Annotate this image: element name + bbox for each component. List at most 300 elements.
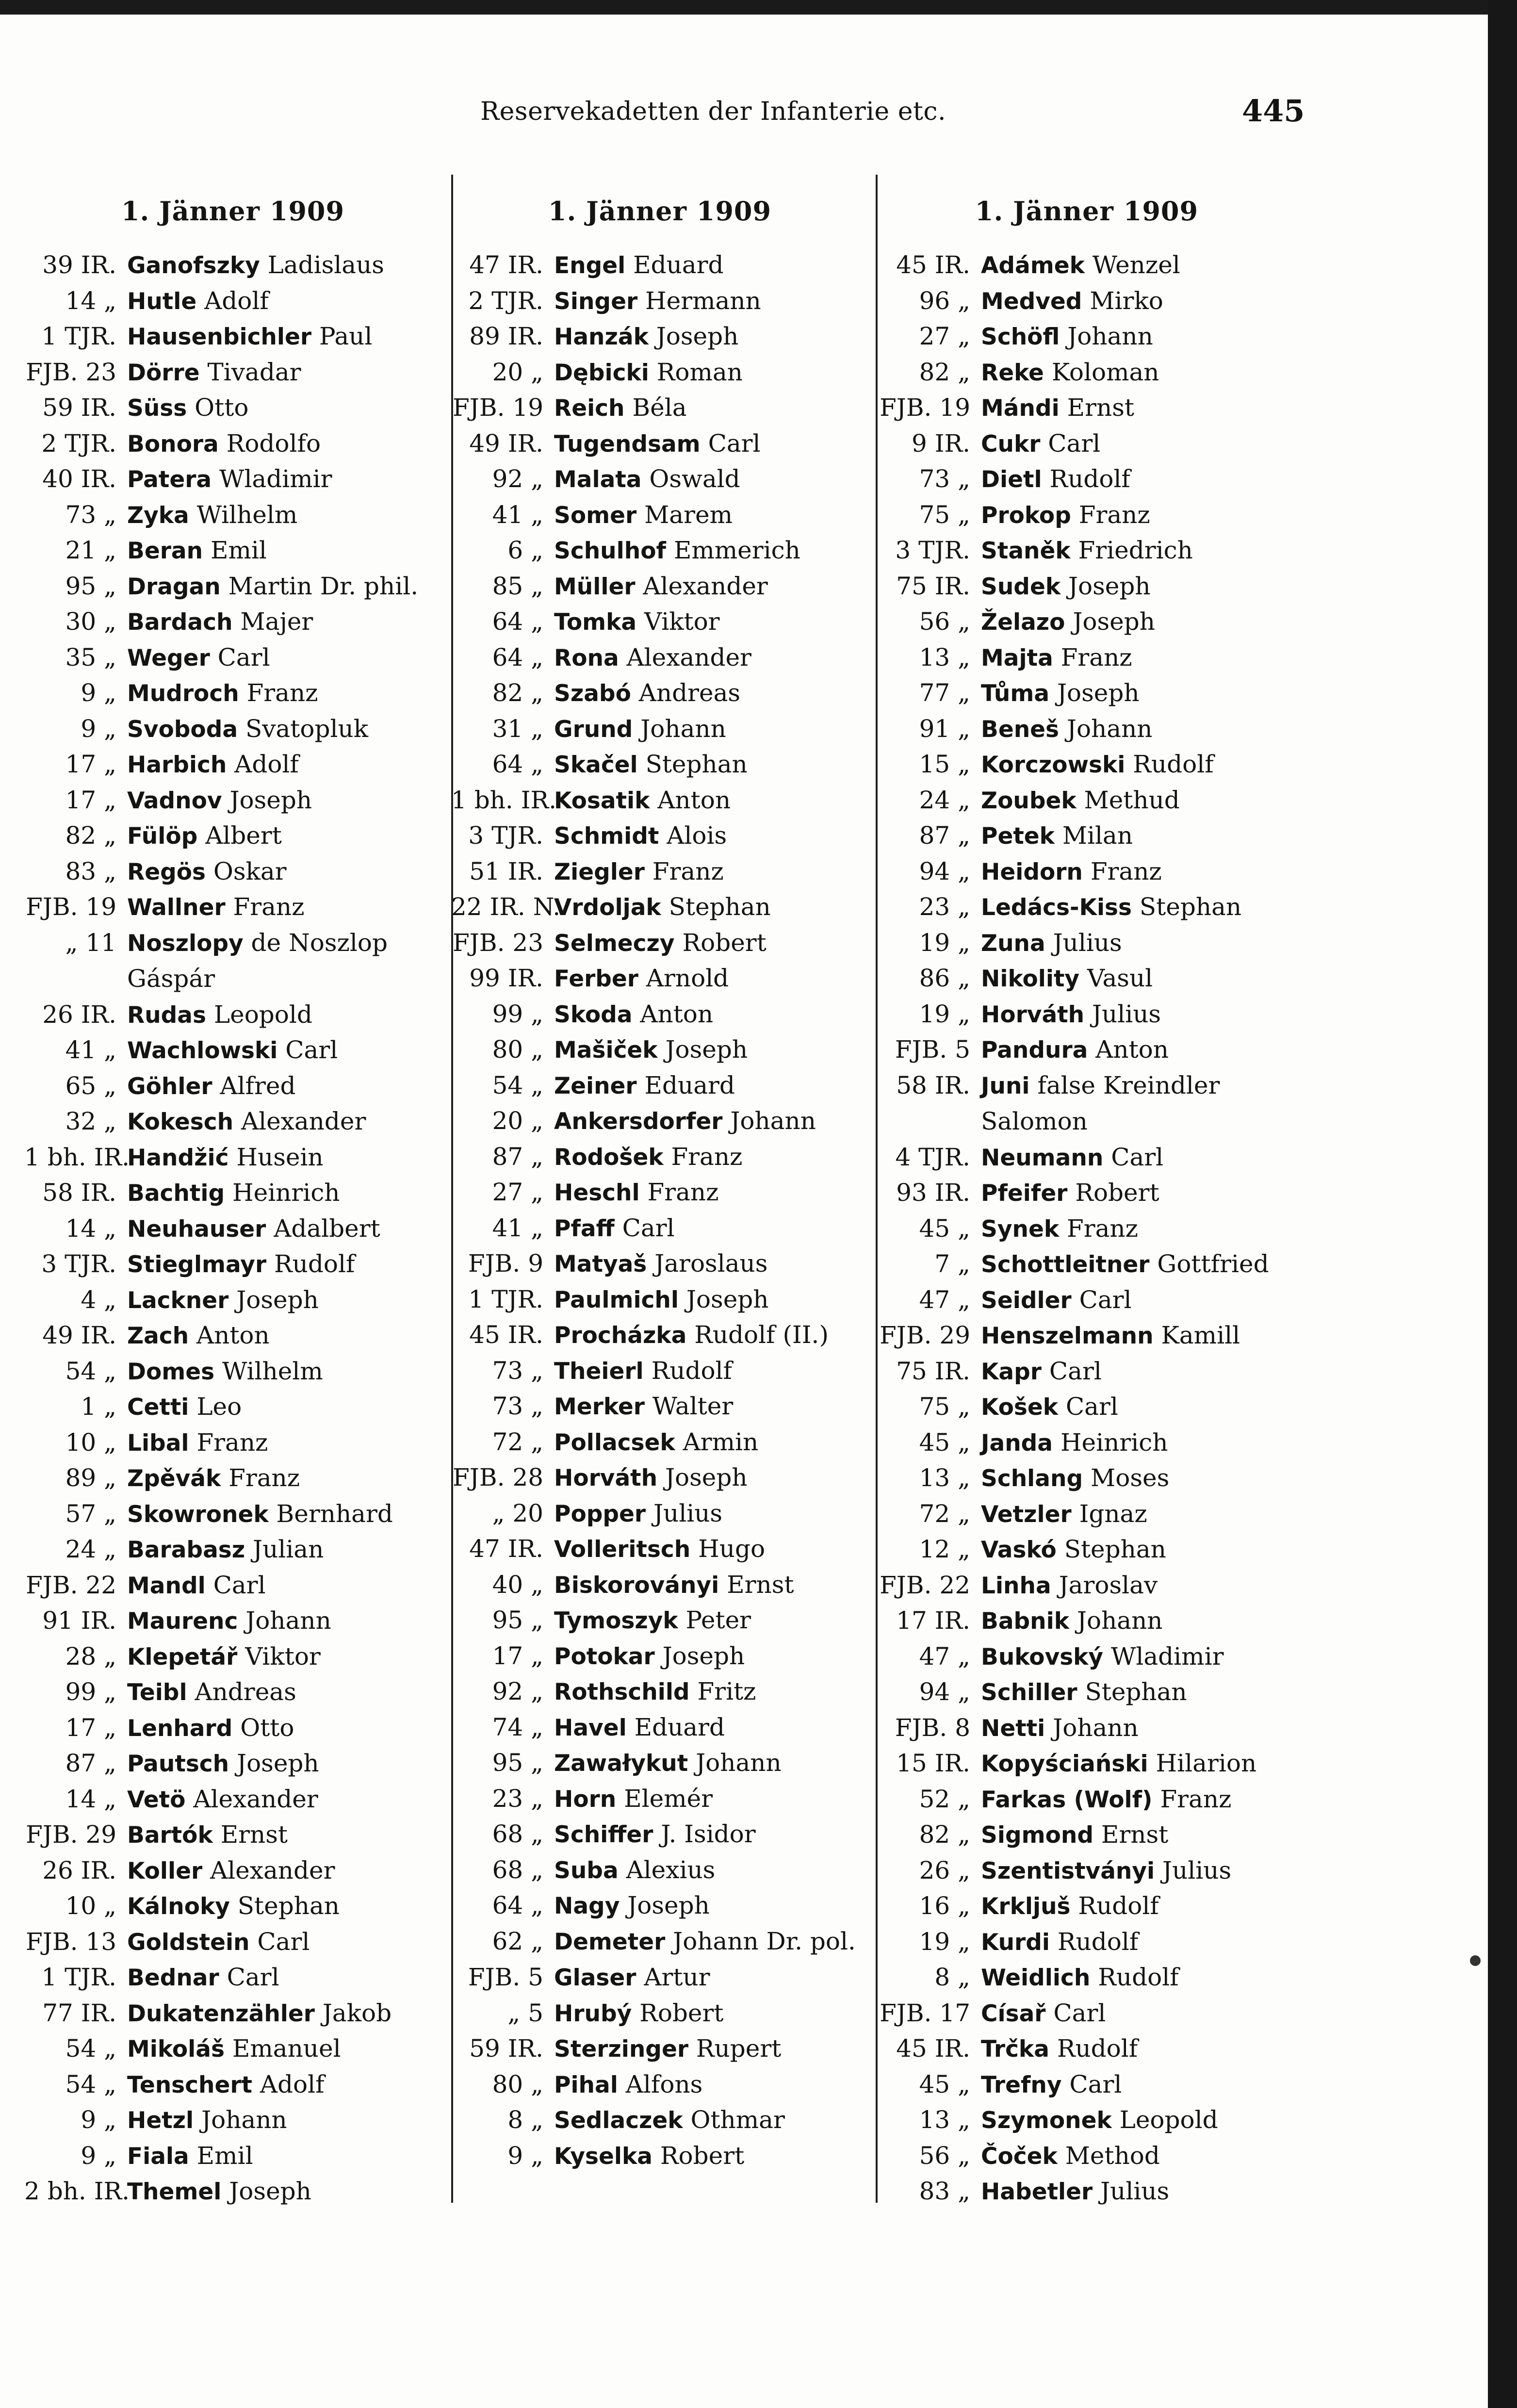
roster-entry — [878, 1568, 1295, 1604]
roster-entry — [878, 1996, 1295, 2031]
surname: Kokesch — [127, 1109, 234, 1135]
person-name — [554, 1710, 868, 1746]
roster-entry — [451, 2031, 868, 2067]
roster-entry — [451, 497, 868, 533]
person-name — [981, 783, 1295, 819]
surname: Lenhard — [127, 1715, 233, 1742]
person-name — [127, 604, 441, 640]
given-name: Franz — [647, 1178, 719, 1206]
person-name — [981, 1674, 1295, 1711]
unit-number: 74 „ — [492, 1713, 543, 1741]
surname: Zoubek — [981, 787, 1077, 814]
unit-number: FJB. 29 — [880, 1321, 970, 1349]
roster-entry — [878, 2174, 1295, 2210]
given-name: Rodolfo — [226, 429, 321, 458]
person-name — [554, 1852, 868, 1889]
given-name: Kamill — [1161, 1321, 1240, 1349]
given-name: Albert — [205, 821, 282, 850]
surname: Havel — [554, 1714, 627, 1741]
roster-entry — [451, 1317, 868, 1353]
given-name: Hermann — [645, 286, 761, 315]
unit-number: 9 „ — [81, 2141, 116, 2170]
unit-number: 91 IR. — [42, 1606, 116, 1635]
person-name — [981, 497, 1295, 534]
surname: Zeiner — [554, 1072, 637, 1099]
roster-entry — [878, 461, 1295, 497]
surname: Rothschild — [554, 1679, 690, 1705]
person-name — [554, 747, 868, 783]
roster-entry — [878, 533, 1295, 569]
person-name — [127, 1425, 441, 1461]
person-name — [554, 1674, 868, 1710]
given-name: Wladimir — [1110, 1642, 1224, 1671]
person-name — [554, 889, 868, 926]
given-name: Hilarion — [1156, 1749, 1257, 1777]
given-name: Ladislaus — [267, 251, 384, 279]
person-name — [554, 711, 868, 748]
person-name — [981, 889, 1295, 926]
roster-entry — [878, 1603, 1295, 1639]
unit-number: 45 IR. — [896, 2034, 970, 2063]
roster-entry — [24, 711, 441, 747]
surname: Fiala — [127, 2143, 189, 2170]
unit-number: 6 „ — [507, 536, 543, 564]
person-name — [981, 925, 1295, 962]
unit-number: FJB. 17 — [880, 1998, 970, 2027]
person-name — [981, 818, 1295, 854]
roster-entry — [878, 1746, 1295, 1782]
person-name — [981, 1888, 1295, 1925]
person-name — [127, 1853, 441, 1889]
surname: Weidlich — [981, 1965, 1091, 1991]
roster-entry — [24, 2031, 441, 2067]
unit-number: 94 „ — [919, 1678, 970, 1706]
person-name — [554, 925, 868, 962]
surname: Medved — [981, 288, 1082, 315]
person-name — [554, 1638, 868, 1675]
surname: Heschl — [554, 1179, 640, 1206]
given-name: Alexander — [643, 572, 768, 600]
surname: Kálnoky — [127, 1893, 230, 1920]
roster-entry — [878, 997, 1295, 1032]
roster-entry — [878, 1282, 1295, 1318]
roster-entry — [451, 1353, 868, 1389]
roster-entry — [451, 2138, 868, 2174]
surname: Linha — [981, 1572, 1051, 1599]
unit-number: 57 „ — [65, 1499, 116, 1528]
unit-number: FJB. 19 — [26, 893, 116, 921]
roster-entry — [878, 247, 1295, 283]
person-name — [127, 1282, 441, 1319]
unit-number: 75 „ — [919, 500, 970, 529]
unit-number: 94 „ — [919, 857, 970, 885]
surname: Nagy — [554, 1893, 620, 1919]
unit-number: 51 IR. — [469, 857, 543, 885]
given-name: Julius — [1053, 928, 1122, 957]
unit-number: 99 „ — [65, 1678, 116, 1706]
person-name — [127, 997, 441, 1033]
surname: Schiller — [981, 1679, 1077, 1706]
surname: Dörre — [127, 359, 200, 386]
unit-number: 10 „ — [65, 1892, 116, 1920]
roster-entry — [878, 319, 1295, 355]
unit-number: 41 „ — [492, 500, 543, 529]
person-name — [127, 283, 441, 320]
given-name: Joseph — [662, 1641, 745, 1670]
roster-entry — [451, 604, 868, 640]
person-name — [127, 1746, 441, 1782]
given-name: Joseph — [236, 1285, 319, 1314]
given-name: Alexander — [626, 643, 751, 672]
given-name: Johann Dr. pol. — [673, 1927, 856, 1955]
surname: Merker — [554, 1393, 645, 1420]
roster-entry — [24, 818, 441, 854]
surname: Skačel — [554, 752, 638, 778]
person-name — [127, 569, 441, 605]
person-name — [554, 497, 868, 534]
surname: Cukr — [981, 430, 1041, 458]
unit-number: 58 IR. — [896, 1071, 970, 1099]
roster-column-2 — [451, 184, 868, 2174]
roster-entry — [24, 2138, 441, 2174]
unit-number: 54 „ — [65, 2034, 116, 2063]
roster-entry — [451, 247, 868, 283]
person-name — [127, 2174, 441, 2210]
given-name: Gottfried — [1157, 1250, 1269, 1278]
person-name — [981, 1568, 1295, 1604]
surname: Prokop — [981, 502, 1071, 529]
surname: Seidler — [981, 1287, 1072, 1314]
person-name — [554, 247, 868, 284]
person-name — [981, 675, 1295, 712]
person-name — [981, 1996, 1295, 2032]
surname: Kosatik — [554, 787, 650, 814]
surname: Želazo — [981, 609, 1065, 636]
unit-number: 64 „ — [492, 1891, 543, 1919]
roster-entry — [878, 640, 1295, 676]
unit-number: 2 bh. IR. — [24, 2177, 130, 2205]
roster-entry — [878, 1639, 1295, 1675]
unit-number: 86 „ — [919, 964, 970, 992]
roster-entry — [24, 1175, 441, 1211]
person-name — [981, 1603, 1295, 1639]
roster-column-1 — [24, 184, 441, 2210]
unit-number: 2 TJR. — [468, 286, 543, 315]
given-name: Joseph — [656, 322, 739, 350]
given-name: Carl — [227, 1963, 279, 1991]
roster-entry — [24, 426, 441, 462]
unit-number: 64 „ — [492, 607, 543, 636]
person-name — [554, 1817, 868, 1853]
person-name — [981, 1746, 1295, 1782]
surname: Domes — [127, 1358, 215, 1385]
given-name: Oswald — [649, 465, 740, 493]
given-name: false Kreindler Salomon — [981, 1071, 1220, 1135]
surname: Stieglmayr — [127, 1251, 267, 1278]
given-name: Franz — [228, 1464, 300, 1492]
unit-number: 39 IR. — [42, 251, 116, 279]
given-name: de Noszlop Gáspár — [127, 928, 388, 993]
roster-entry — [451, 961, 868, 997]
roster-entry — [878, 1460, 1295, 1496]
roster-entry — [451, 1531, 868, 1567]
given-name: Elemér — [624, 1784, 713, 1813]
surname: Majta — [981, 644, 1053, 672]
person-name — [127, 319, 441, 355]
roster-entry — [451, 1246, 868, 1282]
roster-entry — [24, 2174, 441, 2210]
unit-number: 82 „ — [919, 358, 970, 386]
given-name: Vasul — [1087, 964, 1153, 992]
roster-entry — [24, 1140, 441, 1176]
surname: Lackner — [127, 1287, 229, 1314]
person-name — [554, 1996, 868, 2032]
unit-number: 47 „ — [919, 1642, 970, 1671]
surname: Popper — [554, 1500, 646, 1527]
person-name — [127, 355, 441, 391]
unit-number: 9 „ — [81, 2106, 116, 2134]
given-name: Franz — [671, 1142, 743, 1171]
given-name: Leopold — [1119, 2106, 1218, 2134]
surname: Reke — [981, 359, 1044, 386]
surname: Szabó — [554, 680, 631, 707]
surname: Ziegler — [554, 858, 645, 885]
given-name: Hugo — [698, 1535, 766, 1563]
person-name — [127, 640, 441, 676]
roster-entry — [878, 1354, 1295, 1390]
given-name: Ernst — [727, 1570, 794, 1599]
unit-number: 4 „ — [81, 1285, 116, 1314]
surname: Wachlowski — [127, 1037, 278, 1064]
given-name: Eduard — [644, 1071, 735, 1099]
surname: Biskoroványi — [554, 1572, 719, 1599]
unit-number: 64 „ — [492, 750, 543, 778]
surname: Babnik — [981, 1608, 1070, 1635]
roster-entry — [451, 889, 868, 925]
roster-entry — [24, 854, 441, 890]
given-name: Johann — [1066, 714, 1153, 743]
unit-number: 17 „ — [65, 1713, 116, 1742]
roster-entry — [24, 1496, 441, 1532]
unit-number: 72 „ — [492, 1427, 543, 1456]
given-name: Paul — [319, 322, 373, 350]
roster-entry — [878, 283, 1295, 319]
roster-entry — [878, 1211, 1295, 1247]
unit-number: 1 TJR. — [468, 1285, 543, 1313]
unit-number: 65 „ — [65, 1071, 116, 1100]
unit-number: 54 „ — [492, 1071, 543, 1099]
roster-entry — [24, 1674, 441, 1710]
person-name — [127, 2067, 441, 2103]
given-name: Joseph — [665, 1035, 748, 1064]
surname: Juni — [981, 1072, 1030, 1099]
surname: Kyselka — [554, 2143, 652, 2170]
surname: Süss — [127, 395, 187, 422]
person-name — [554, 1246, 868, 1282]
surname: Košek — [981, 1394, 1058, 1421]
roster-entry — [878, 2138, 1295, 2174]
person-name — [981, 533, 1295, 569]
surname: Adámek — [981, 252, 1085, 279]
person-name — [127, 1175, 441, 1212]
unit-number: 54 „ — [65, 2070, 116, 2098]
unit-number: 47 IR. — [469, 1535, 543, 1563]
unit-number: 47 IR. — [469, 251, 543, 279]
column-heading: 1. Jänner 1909 — [121, 196, 345, 227]
person-name — [127, 1710, 441, 1747]
given-name: Julius — [1092, 999, 1161, 1028]
given-name: Koloman — [1051, 358, 1159, 386]
unit-number: 95 „ — [492, 1749, 543, 1777]
surname: Pandura — [981, 1037, 1088, 1064]
given-name: Johann — [730, 1107, 816, 1135]
person-name — [554, 2067, 868, 2103]
roster-entry — [24, 604, 441, 640]
surname: Grund — [554, 716, 633, 743]
person-name — [127, 1104, 441, 1140]
unit-number: 45 IR. — [469, 1321, 543, 1349]
given-name: Franz — [1090, 857, 1162, 885]
given-name: Joseph — [229, 2177, 311, 2205]
given-name: Eduard — [633, 251, 724, 279]
unit-number: 20 „ — [492, 358, 543, 386]
unit-number: 24 „ — [65, 1535, 116, 1563]
person-name — [554, 2031, 868, 2067]
surname: Rona — [554, 644, 619, 672]
surname: Klepetář — [127, 1643, 238, 1671]
surname: Vrdoljak — [554, 894, 661, 921]
person-name — [554, 1139, 868, 1176]
document-page — [15, 15, 1488, 2408]
given-name: Alexius — [626, 1855, 716, 1884]
surname: Ledács-Kiss — [981, 894, 1132, 921]
given-name: Jakob — [322, 1998, 392, 2027]
given-name: Julius — [653, 1499, 723, 1527]
roster-entry — [878, 1068, 1295, 1140]
surname: Hrubý — [554, 2000, 632, 2027]
person-name — [127, 1639, 441, 1675]
surname: Neuhauser — [127, 1215, 266, 1243]
unit-number: 95 „ — [492, 1606, 543, 1634]
surname: Trefny — [981, 2071, 1062, 2098]
unit-number: 23 „ — [492, 1784, 543, 1813]
surname: Pollacsek — [554, 1429, 675, 1456]
roster-entry — [451, 1924, 868, 1960]
surname: Hutle — [127, 288, 197, 315]
given-name: Leopold — [213, 1000, 312, 1029]
roster-entry — [451, 1781, 868, 1817]
given-name: Franz — [1067, 1214, 1138, 1243]
given-name: Carl — [1049, 1357, 1102, 1385]
person-name — [127, 533, 441, 569]
given-name: Andreas — [638, 679, 741, 707]
unit-number: 14 „ — [65, 1214, 116, 1243]
person-name — [981, 1710, 1295, 1747]
given-name: Alexander — [241, 1107, 366, 1135]
surname: Ganofszky — [127, 252, 260, 279]
surname: Tenschert — [127, 2071, 252, 2098]
unit-number: 9 „ — [507, 2141, 543, 2170]
unit-number: 80 „ — [492, 1035, 543, 1064]
roster-entry — [878, 1853, 1295, 1889]
roster-entry — [878, 1175, 1295, 1211]
surname: Zuna — [981, 930, 1045, 957]
roster-entry — [451, 426, 868, 462]
surname: Selmeczy — [554, 930, 675, 957]
roster-entry — [878, 675, 1295, 711]
roster-entry — [451, 569, 868, 605]
surname: Zpěvák — [127, 1465, 221, 1492]
surname: Sudek — [981, 573, 1061, 600]
given-name: Julius — [1100, 2177, 1170, 2205]
given-name: Eduard — [634, 1713, 725, 1741]
roster-entry — [451, 1603, 868, 1638]
roster-entry — [24, 1924, 441, 1960]
given-name: Wenzel — [1092, 251, 1180, 279]
roster-entry — [24, 1068, 441, 1104]
unit-number: 23 „ — [919, 893, 970, 921]
given-name: Rudolf — [651, 1356, 733, 1385]
given-name: Stephan — [237, 1892, 340, 1920]
roster-entry — [878, 604, 1295, 640]
person-name — [981, 1175, 1295, 1212]
person-name — [127, 390, 441, 426]
surname: Vetö — [127, 1786, 186, 1813]
unit-number: 17 „ — [65, 786, 116, 814]
unit-number: 89 „ — [65, 1464, 116, 1492]
unit-number: 40 IR. — [42, 465, 116, 493]
given-name: Joseph — [1073, 607, 1155, 636]
person-name — [981, 461, 1295, 498]
surname: Pfeifer — [981, 1180, 1068, 1207]
roster-entry — [451, 997, 868, 1032]
unit-number: FJB. 13 — [26, 1927, 116, 1956]
surname: Dietl — [981, 466, 1042, 493]
person-name — [981, 1817, 1295, 1853]
surname: Mudroch — [127, 680, 239, 707]
given-name: Friedrich — [1078, 536, 1193, 564]
unit-number: 92 „ — [492, 1677, 543, 1705]
surname: Skoda — [554, 1001, 633, 1028]
surname: Malata — [554, 466, 642, 493]
unit-number: 93 IR. — [896, 1179, 970, 1207]
unit-number: 27 „ — [492, 1178, 543, 1206]
unit-number: 1 bh. IR. — [24, 1143, 130, 1171]
unit-number: FJB. 19 — [453, 393, 543, 422]
unit-number: 26 IR. — [42, 1856, 116, 1884]
roster-entry — [451, 283, 868, 319]
surname: Szymonek — [981, 2107, 1112, 2134]
unit-number: 3 TJR. — [41, 1250, 116, 1278]
roster-entry — [878, 854, 1295, 890]
person-name — [981, 1460, 1295, 1497]
roster-entry — [878, 1425, 1295, 1461]
surname: Pihal — [554, 2071, 618, 2098]
surname: Vadnov — [127, 787, 222, 814]
given-name: Carl — [708, 429, 761, 458]
given-name: Joseph — [1057, 679, 1140, 707]
person-name — [127, 1211, 441, 1247]
roster-entry — [878, 711, 1295, 747]
person-name — [554, 1032, 868, 1068]
roster-entry — [451, 1460, 868, 1496]
roster-entry — [24, 247, 441, 283]
surname: Hausenbichler — [127, 324, 312, 350]
person-name — [554, 961, 868, 997]
roster-entry — [24, 1460, 441, 1496]
given-name: Bernhard — [276, 1499, 393, 1528]
unit-number: 10 „ — [65, 1428, 116, 1457]
